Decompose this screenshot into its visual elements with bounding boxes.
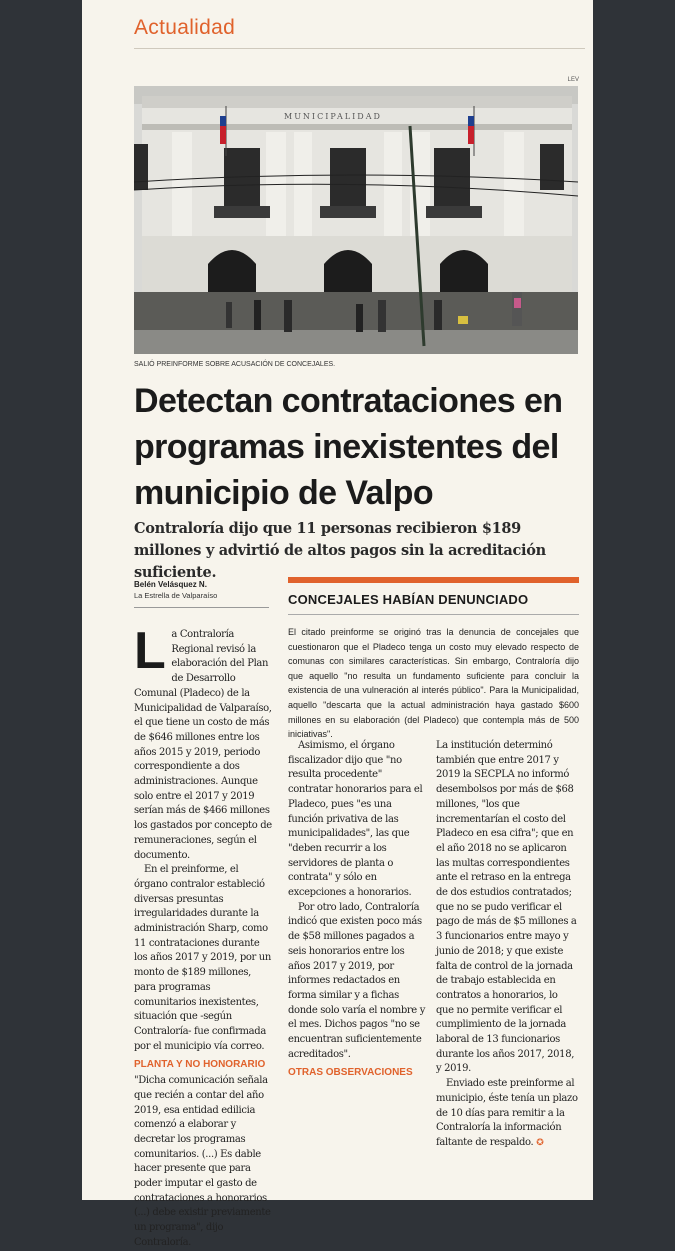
paragraph-1: a Contraloría Regional revisó la elaboración del Plan de Desarrollo Comunal (Pladeco) de la Municipalidad de Valparaíso, el que tiene un costo de más de $646 millones entre los años 2015 y 2019, periodo correspondiente a dos administraciones. Aunque solo entre el 2017 y 2019 serían más de $466 millones los gastados por concepto de remuneraciones, según el documento. — [134, 629, 272, 861]
photo-caption: SALIÓ PREINFORME SOBRE ACUSACIÓN DE CONCEJALES. — [134, 361, 336, 368]
end-mark-icon: ✪ — [536, 1137, 544, 1148]
photo-credit: LEV — [567, 77, 579, 83]
article-column-1 — [134, 622, 274, 1251]
paragraph-3: "Dicha comunicación señala que recién a contar del año 2019, esa entidad edilicia comenzó a elaborar y decretar los programas comunitarios. (...) Es dable hacer presente que para poder imputar el gasto de contrataciones a honorarios (...) debe existir previamente un programa", dijo Contraloría. — [134, 1075, 271, 1248]
headline: Detectan contrataciones en programas inexistentes del municipio de Valpo — [134, 382, 563, 512]
top-rule — [134, 48, 585, 49]
paragraph-6: La institución determinó también que entre 2017 y 2019 la SECPLA no informó desembolsos por más de $68 millones, "los que incrementarían el costo del Pladeco en esa cifra"; que en el año 2018 no se aplicaron las multas correspondientes ante el retraso en la entrega de dos estudios contratados; que no se pudo verificar el pago de más de $5 millones a 3 funcionarios entre mayo y junio de 2018; y que existe falta de control de la jornada de trabajo establecida en contratos a honorarios, lo que no permite verificar el cumplimiento de la jornada laboral de 13 funcionarios durante los años 2017, 2018, y 2019. — [436, 740, 577, 1075]
section-label: Actualidad — [134, 16, 236, 39]
paragraph-7: Enviado este preinforme al municipio, éste tenía un plazo de 10 días para remitir a la Contraloría la información faltante de respaldo. — [436, 1078, 578, 1148]
sidebar-text: El citado preinforme se originó tras la denuncia de concejales que cuestionaron que el Pladeco tenga un costo muy elevado respecto de comunas con similares características. Sin embargo, Contraloría dijo que aquello "no resulta un fundamento suficiente para concluir la existencia de una vulneración al interés público". Para la Municipalidad, aquello "descarta que la actual administración haya gastado $600 millones en su elaboración (del Pladeco) que contempla más de 500 iniciativas". — [288, 627, 579, 740]
byline-rule — [134, 607, 269, 608]
building-sign: MUNICIPALIDAD — [284, 112, 382, 121]
paragraph-4: Asimismo, el órgano fiscalizador dijo que "no resulta procedente" contratar honorarios para el Pladeco, pues "es una función privativa de las municipalidades", las que "deben recurrir a los servidores de planta o contrata" y sólo en excepciones a honorarios. — [288, 740, 423, 899]
subhead-planta: PLANTA Y NO HONORARIO — [134, 1059, 266, 1071]
paragraph-2: En el preinforme, el órgano contralor estableció diversas presuntas irregularidades durante la administración Sharp, como 11 contrataciones durante los años 2017 y 2019, por un monto de $189 millones, para programas comunitarios inexistentes, situación que -según Contraloría- fue confirmada por el municipio vía correo. — [134, 864, 271, 1052]
municipality-building-photo — [134, 86, 578, 354]
newspaper-page — [82, 0, 593, 1248]
drop-cap: L — [134, 622, 166, 680]
byline-outlet: La Estrella de Valparaíso — [134, 591, 218, 600]
byline-author: Belén Velásquez N. — [134, 580, 207, 589]
subhead-otras: OTRAS OBSERVACIONES — [288, 1067, 413, 1079]
deck-subtitle: Contraloría dijo que 11 personas recibieron $189 millones y advirtió de altos pagos sin la acreditación suficiente. — [134, 520, 546, 581]
sidebar-accent-bar — [288, 577, 579, 583]
article-column-2 — [288, 739, 426, 1082]
paragraph-5: Por otro lado, Contraloría indicó que existen poco más de $58 millones pagados a seis honorarios entre los años 2017 y 2019, por informes redactados en forma similar y a fichas donde solo varía el nombre y el mes. Dichos pagos "no se encuentran suficientemente acreditados". — [288, 901, 426, 1060]
article-column-3 — [436, 739, 578, 1151]
sidebar-title: CONCEJALES HABÍAN DENUNCIADO — [288, 592, 529, 607]
sidebar-rule — [288, 614, 579, 615]
